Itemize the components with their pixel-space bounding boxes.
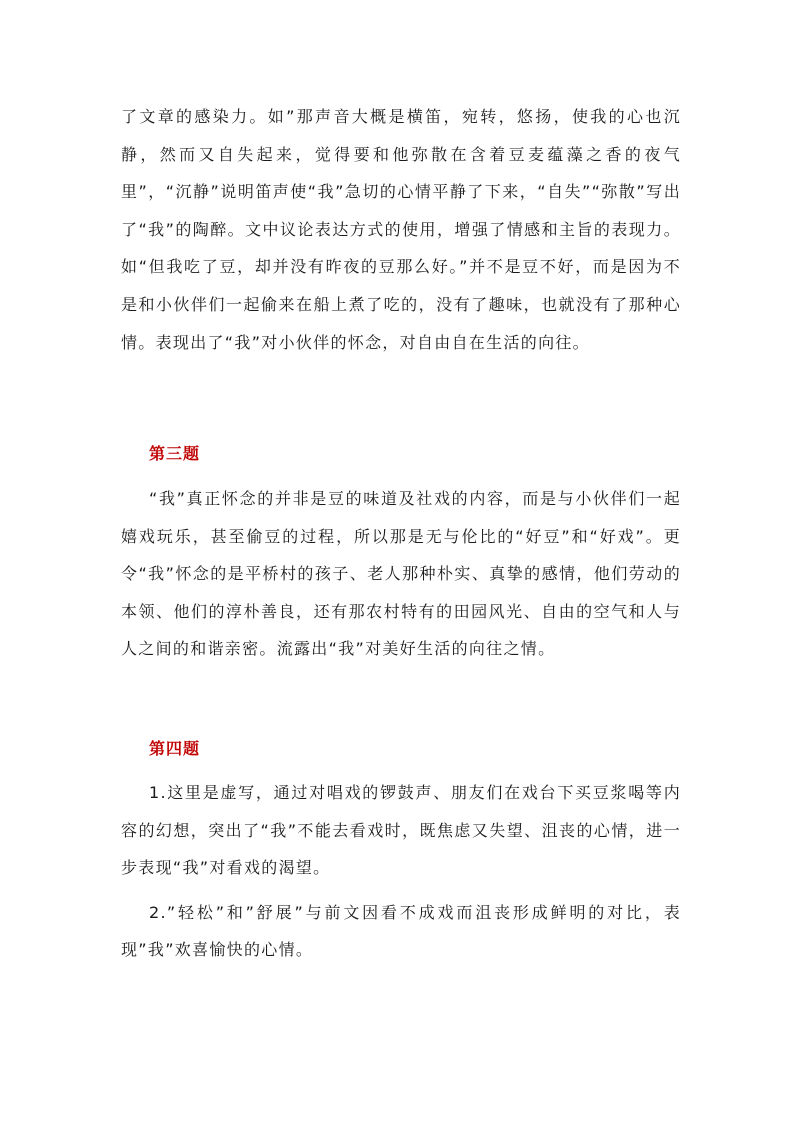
section-three-paragraph: “我”真正怀念的并非是豆的味道及社戏的内容，而是与小伙伴们一起嬉戏玩乐，甚至偷豆的过程，所以那是无与伦比的“好豆”和“好戏”。更令“我”怀念的是平桥村的孩子、老人那种朴实、真挚的感情，他们劳动的本领、他们的淳朴善良，还有那农村特有的田园风光、自由的空气和人与人之间的和谐亲密。流露出“我”对美好生活的向往之情。 [121, 489, 681, 659]
section-four-answer-1: 1.这里是虚写，通过对唱戏的锣鼓声、朋友们在戏台下买豆浆喝等内容的幻想，突出了“我”不能去看戏时，既焦虑又失望、沮丧的心情，进一步表现“我”对看戏的渴望。 [121, 783, 681, 878]
section-three-heading: 第三题 [149, 444, 201, 463]
section-two-body [121, 98, 681, 361]
section-four-heading: 第四题 [149, 739, 201, 758]
section-three-body [121, 480, 681, 668]
section-four-body [121, 774, 681, 969]
section-four-answer-2: 2.”轻松”和”舒展”与前文因看不成戏而沮丧形成鲜明的对比，表现”我”欢喜愉快的心情。 [121, 902, 681, 960]
section-two-paragraph: 了文章的感染力。如”那声音大概是横笛，宛转，悠扬，使我的心也沉静，然而又自失起来，觉得要和他弥散在含着豆麦蕴藻之香的夜气里”，“沉静”说明笛声使“我”急切的心情平静了下来，“自失”“弥散”写出了“我”的陶醉。文中议论表达方式的使用，增强了情感和主旨的表现力。如“但我吃了豆，却并没有昨夜的豆那么好。”并不是豆不好，而是因为不是和小伙伴们一起偷来在船上煮了吃的，没有了趣味，也就没有了那种心情。表现出了“我”对小伙伴的怀念，对自由自在生活的向往。 [121, 107, 681, 352]
